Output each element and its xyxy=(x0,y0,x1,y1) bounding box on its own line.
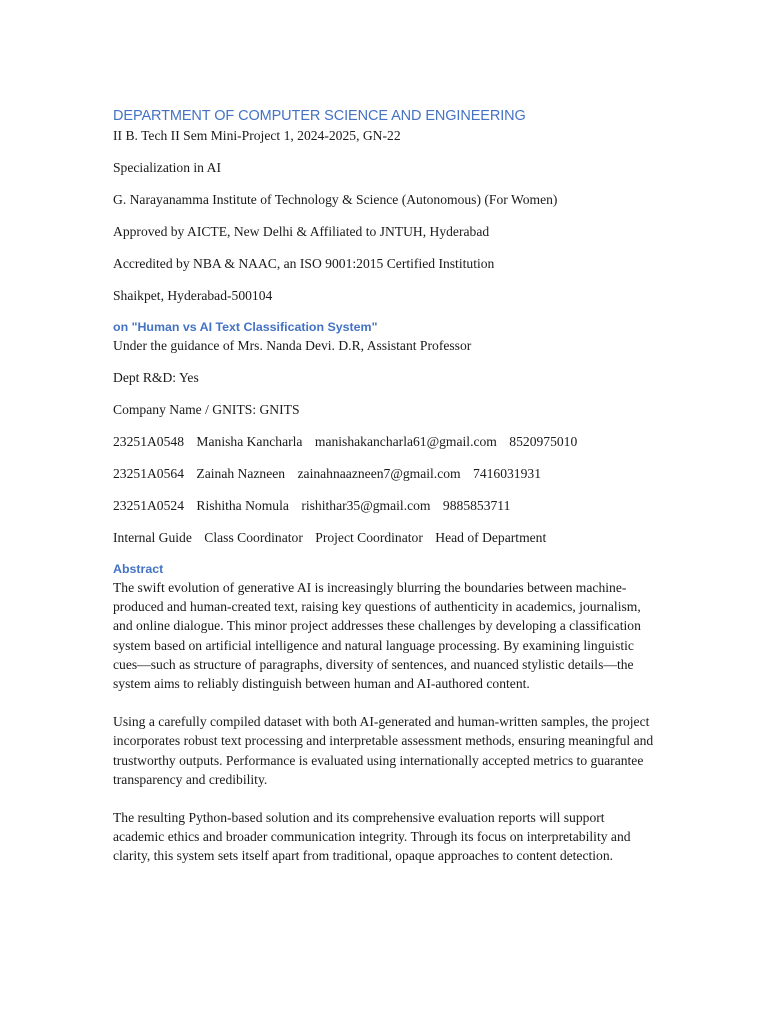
student-email: rishithar35@gmail.com xyxy=(301,498,431,513)
approval-line: Approved by AICTE, New Delhi & Affiliated to JNTUH, Hyderabad xyxy=(113,224,490,239)
signatory-internal-guide: Internal Guide xyxy=(113,530,192,545)
accreditation-line: Accredited by NBA & NAAC, an ISO 9001:2015 Certified Institution xyxy=(113,256,495,271)
signatory-project-coordinator: Project Coordinator xyxy=(315,530,423,545)
signatories-row xyxy=(113,528,658,547)
student-roll: 23251A0564 xyxy=(113,466,184,481)
guidance-line: Under the guidance of Mrs. Nanda Devi. D.R, Assistant Professor xyxy=(113,338,472,353)
document-page xyxy=(113,106,658,866)
student-phone: 8520975010 xyxy=(509,434,578,449)
student-roll: 23251A0524 xyxy=(113,498,184,513)
student-name: Zainah Nazneen xyxy=(196,466,286,481)
student-row xyxy=(113,464,658,483)
abstract-heading: Abstract xyxy=(113,562,164,576)
abstract-paragraph: The resulting Python-based solution and its comprehensive evaluation reports will support academic ethics and broader communication integrity. Through its focus on interpretability and clarity, this system sets itself apart from traditional, opaque approaches to content detection. xyxy=(113,810,631,864)
company-line: Company Name / GNITS: GNITS xyxy=(113,402,300,417)
abstract-paragraph: Using a carefully compiled dataset with both AI-generated and human-written samples, the project incorporates robust text processing and interpretable assessment methods, ensuring meaningful and trustworthy outputs. Performance is evaluated using internationally accepted metrics to guarantee transparency and credibility. xyxy=(113,714,654,787)
address-line: Shaikpet, Hyderabad-500104 xyxy=(113,288,273,303)
department-title: DEPARTMENT OF COMPUTER SCIENCE AND ENGINEERING xyxy=(113,108,526,124)
student-row xyxy=(113,432,658,451)
signatory-head-of-department: Head of Department xyxy=(435,530,547,545)
student-name: Rishitha Nomula xyxy=(196,498,289,513)
student-email: zainahnaazneen7@gmail.com xyxy=(297,466,461,481)
program-line: II B. Tech II Sem Mini-Project 1, 2024-2025, GN-22 xyxy=(113,128,401,143)
project-title: on "Human vs AI Text Classification System" xyxy=(113,320,378,334)
dept-rd-line: Dept R&D: Yes xyxy=(113,370,199,385)
student-row xyxy=(113,496,658,515)
signatory-class-coordinator: Class Coordinator xyxy=(204,530,303,545)
specialization-line: Specialization in AI xyxy=(113,160,221,175)
student-name: Manisha Kancharla xyxy=(196,434,303,449)
institute-line: G. Narayanamma Institute of Technology & Science (Autonomous) (For Women) xyxy=(113,192,558,207)
student-roll: 23251A0548 xyxy=(113,434,184,449)
student-phone: 7416031931 xyxy=(473,466,541,481)
student-phone: 9885853711 xyxy=(442,498,511,513)
abstract-paragraph: The swift evolution of generative AI is increasingly blurring the boundaries between machine-produced and human-created text, raising key questions of authenticity in academics, journalism, and online dialogue. This minor project addresses these challenges by developing a classification system based on artificial intelligence and natural language processing. By examining linguistic cues—such as structure of paragraphs, diversity of sentences, and nuanced stylistic details—the system aims to reliably distinguish between human and AI-authored content. xyxy=(113,580,641,692)
student-email: manishakancharla61@gmail.com xyxy=(314,434,497,449)
